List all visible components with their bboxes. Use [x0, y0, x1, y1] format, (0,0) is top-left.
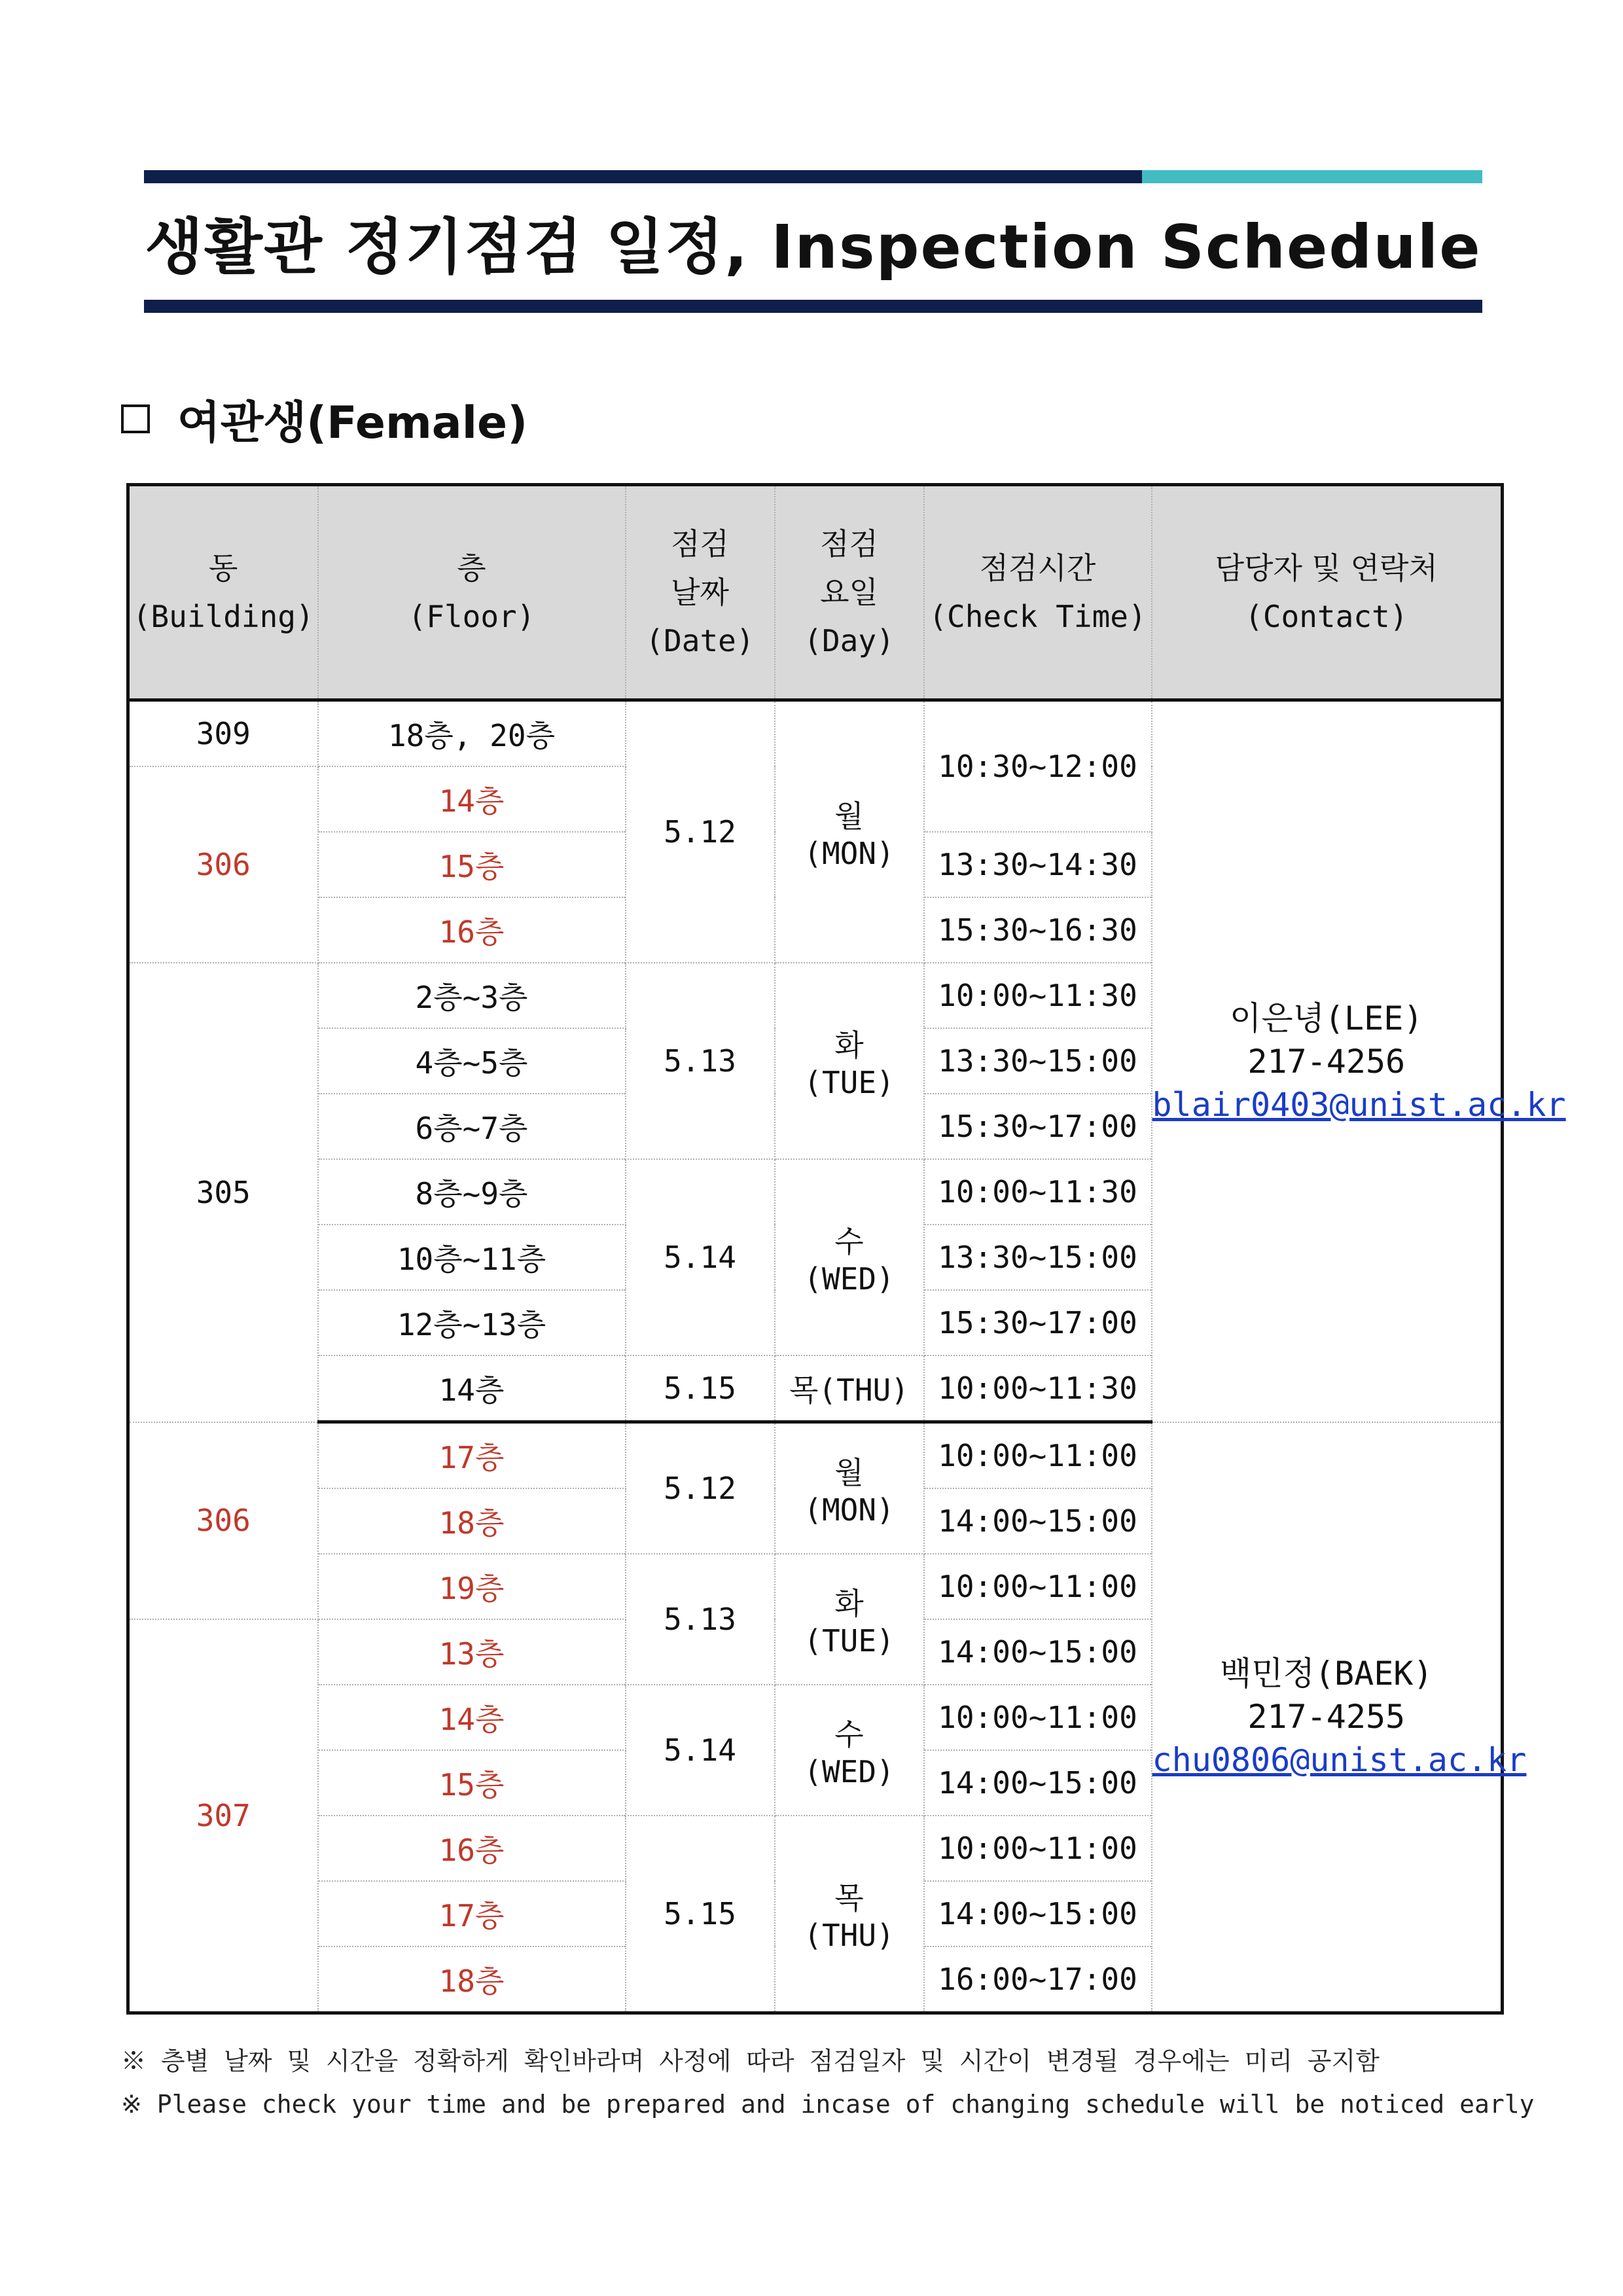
cell-day: 월 (MON): [775, 1422, 924, 1554]
section-heading: [121, 386, 527, 452]
cell-floor: 18층: [318, 1488, 626, 1554]
contact-name: 백민정(BAEK): [1219, 1655, 1433, 1693]
table-header-row: [128, 485, 1503, 700]
header-contact: 담당자 및 연락처 (Contact): [1152, 485, 1503, 700]
cell-floor: 13층: [318, 1619, 626, 1685]
title-bar-top: [144, 170, 1482, 183]
table-row: [128, 1422, 1503, 1489]
cell-day: 수 (WED): [775, 1685, 924, 1816]
cell-date: 5.12: [626, 700, 775, 963]
cell-floor: 19층: [318, 1554, 626, 1619]
cell-contact: [1152, 700, 1566, 1422]
cell-floor: 4층~5층: [318, 1028, 626, 1094]
cell-time: 10:00~11:00: [924, 1685, 1152, 1750]
cell-date: 5.14: [626, 1685, 775, 1816]
header-floor: 층 (Floor): [318, 485, 626, 700]
cell-day: 화 (TUE): [775, 1554, 924, 1685]
cell-date: 5.13: [626, 963, 775, 1159]
cell-time: 10:00~11:00: [924, 1422, 1152, 1489]
cell-contact: [1152, 1422, 1527, 2013]
contact-email-link[interactable]: chu0806@unist.ac.kr: [1152, 1741, 1527, 1780]
header-date: 점검 날짜 (Date): [626, 485, 775, 700]
cell-date: 5.15: [626, 1816, 775, 2013]
cell-floor: 15층: [318, 1750, 626, 1816]
cell-floor: 6층~7층: [318, 1094, 626, 1159]
note-english: ※ Please check your time and be prepared and incase of changing schedule will be noticed early: [121, 2090, 1535, 2119]
cell-building: 306: [128, 1422, 318, 1620]
checkbox-square-icon: [121, 404, 150, 433]
section-heading-text: 여관생(Female): [177, 397, 528, 449]
cell-time: 14:00~15:00: [924, 1619, 1152, 1685]
cell-date: 5.12: [626, 1422, 775, 1554]
cell-time: 15:30~17:00: [924, 1094, 1152, 1159]
cell-floor: 2층~3층: [318, 963, 626, 1028]
cell-floor: 12층~13층: [318, 1290, 626, 1355]
title-bar-teal: [1142, 170, 1482, 183]
cell-day: 월 (MON): [775, 700, 924, 963]
page-title: 생활관 정기점검 일정, Inspection Schedule: [145, 212, 1482, 282]
cell-building: 306: [128, 766, 318, 963]
cell-floor: 17층: [318, 1422, 626, 1489]
header-time: 점검시간 (Check Time): [924, 485, 1152, 700]
cell-floor: 17층: [318, 1881, 626, 1946]
cell-time: 10:00~11:00: [924, 1816, 1152, 1881]
cell-floor: 18층, 20층: [318, 700, 626, 767]
cell-time: 10:00~11:30: [924, 1159, 1152, 1225]
cell-building: 305: [128, 963, 318, 1422]
cell-time: 13:30~15:00: [924, 1028, 1152, 1094]
cell-floor: 15층: [318, 832, 626, 897]
title-bar-navy: [144, 170, 1142, 183]
contact-name: 이은녕(LEE): [1230, 999, 1423, 1037]
cell-day: 화 (TUE): [775, 963, 924, 1159]
note-korean: ※ 층별 날짜 및 시간을 정확하게 확인바라며 사정에 따라 점검일자 및 시간이 변경될 경우에는 미리 공지함: [121, 2047, 1380, 2075]
cell-time: 15:30~16:30: [924, 897, 1152, 963]
cell-floor: 14층: [318, 766, 626, 832]
cell-time: 14:00~15:00: [924, 1881, 1152, 1946]
cell-time: 14:00~15:00: [924, 1750, 1152, 1816]
contact-phone: 217-4256: [1247, 1042, 1406, 1081]
cell-time: 10:30~12:00: [924, 700, 1152, 833]
header-day: 점검 요일 (Day): [775, 485, 924, 700]
schedule-table: [126, 483, 1566, 2015]
cell-floor: 16층: [318, 1816, 626, 1881]
cell-time: 10:00~11:30: [924, 1355, 1152, 1422]
cell-day: 수 (WED): [775, 1159, 924, 1355]
cell-time: 13:30~15:00: [924, 1225, 1152, 1290]
cell-date: 5.13: [626, 1554, 775, 1685]
cell-building: 307: [128, 1619, 318, 2013]
cell-floor: 14층: [318, 1685, 626, 1750]
cell-time: 14:00~15:00: [924, 1488, 1152, 1554]
contact-phone: 217-4255: [1247, 1698, 1406, 1736]
cell-time: 10:00~11:30: [924, 963, 1152, 1028]
cell-date: 5.15: [626, 1355, 775, 1422]
cell-day: 목 (THU): [775, 1816, 924, 2013]
contact-email-link[interactable]: blair0403@unist.ac.kr: [1152, 1085, 1566, 1124]
cell-floor: 16층: [318, 897, 626, 963]
table-row: [128, 700, 1503, 767]
title-bar-bottom: [144, 300, 1482, 313]
cell-time: 13:30~14:30: [924, 832, 1152, 897]
cell-day: 목(THU): [775, 1355, 924, 1422]
cell-floor: 8층~9층: [318, 1159, 626, 1225]
cell-time: 10:00~11:00: [924, 1554, 1152, 1619]
cell-building: 309: [128, 700, 318, 767]
cell-time: 15:30~17:00: [924, 1290, 1152, 1355]
cell-time: 16:00~17:00: [924, 1946, 1152, 2013]
cell-date: 5.14: [626, 1159, 775, 1355]
cell-floor: 14층: [318, 1355, 626, 1422]
cell-floor: 10층~11층: [318, 1225, 626, 1290]
header-building: 동 (Building): [128, 485, 318, 700]
cell-floor: 18층: [318, 1946, 626, 2013]
